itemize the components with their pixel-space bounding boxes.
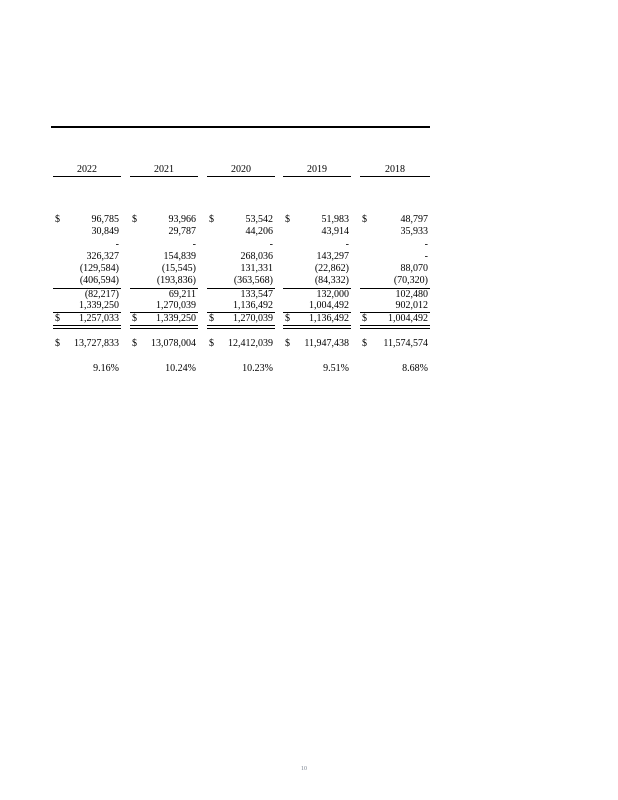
ending-balance-cell <box>360 312 430 324</box>
ending-balance-cell <box>283 312 351 324</box>
dollar-sign: $ <box>132 214 137 225</box>
table-cell <box>53 226 121 238</box>
table-top-rule <box>51 126 430 128</box>
percent-cell <box>360 363 430 375</box>
cell-value: 1,270,039 <box>156 300 196 312</box>
double-rule <box>130 325 198 329</box>
double-rule <box>283 325 351 329</box>
table-cell <box>360 214 430 226</box>
table-cell <box>360 263 430 275</box>
year-label: 2022 <box>77 164 97 175</box>
cell-value: 48,797 <box>400 214 428 225</box>
table-cell <box>130 214 198 226</box>
table-cell <box>207 226 275 238</box>
ending-balance-cell <box>207 312 275 324</box>
double-rule <box>360 325 430 329</box>
dollar-sign: $ <box>209 313 214 325</box>
cell-value: (84,332) <box>314 275 349 287</box>
cell-value: 11,574,574 <box>383 338 428 349</box>
table-cell <box>130 251 198 263</box>
dollar-sign: $ <box>55 214 60 225</box>
cell-value: 88,070 <box>400 263 428 275</box>
table-cell <box>130 239 198 251</box>
dollar-sign: $ <box>132 338 137 349</box>
subtotal-cell <box>360 288 430 300</box>
cell-value: 1,270,039 <box>233 313 273 325</box>
total-cell <box>130 338 198 350</box>
dollar-sign: $ <box>55 313 60 325</box>
table-cell <box>283 300 351 312</box>
cell-value: 133,547 <box>240 288 273 300</box>
cell-value: 1,257,033 <box>79 313 119 325</box>
cell-value: 1,339,250 <box>79 300 119 312</box>
table-cell <box>207 275 275 287</box>
table-cell <box>283 239 351 251</box>
table-cell <box>130 300 198 312</box>
cell-value: (406,594) <box>79 275 119 287</box>
subtotal-cell <box>207 288 275 300</box>
subtotal-cell <box>130 288 198 300</box>
table-cell <box>53 263 121 275</box>
year-column-2018 <box>360 160 430 390</box>
cell-value: (70,320) <box>393 275 428 287</box>
year-column-2022 <box>53 160 121 390</box>
year-label: 2020 <box>231 164 251 175</box>
cell-value: - <box>269 238 273 250</box>
total-cell <box>283 338 351 350</box>
cell-value: 12,412,039 <box>228 338 273 349</box>
total-cell <box>207 338 275 350</box>
dollar-sign: $ <box>132 313 137 325</box>
table-cell <box>360 300 430 312</box>
dollar-sign: $ <box>285 214 290 225</box>
table-cell <box>130 226 198 238</box>
year-header <box>360 160 430 177</box>
cell-value: (15,545) <box>161 263 196 275</box>
cell-value: 154,839 <box>163 250 196 262</box>
dollar-sign: $ <box>209 338 214 349</box>
table-cell <box>283 226 351 238</box>
cell-value: 102,480 <box>395 288 428 300</box>
dollar-sign: $ <box>362 214 367 225</box>
cell-value: 29,787 <box>168 226 196 238</box>
percent-cell <box>130 363 198 375</box>
total-cell <box>53 338 121 350</box>
percent-cell <box>207 363 275 375</box>
cell-value: 268,036 <box>240 250 273 262</box>
table-cell <box>53 239 121 251</box>
table-cell <box>207 263 275 275</box>
cell-value: - <box>345 238 349 250</box>
year-column-2021 <box>130 160 198 390</box>
cell-value: 11,947,438 <box>304 338 349 349</box>
table-cell <box>207 214 275 226</box>
dollar-sign: $ <box>209 214 214 225</box>
table-cell <box>283 214 351 226</box>
column-rows <box>130 214 198 325</box>
cell-value: 10.24% <box>165 363 196 374</box>
year-label: 2018 <box>385 164 405 175</box>
table-cell <box>207 239 275 251</box>
table-cell <box>130 275 198 287</box>
year-header <box>283 160 351 177</box>
cell-value: (22,862) <box>314 263 349 275</box>
cell-value: 44,206 <box>245 226 273 238</box>
cell-value: (82,217) <box>84 288 119 300</box>
cell-value: 96,785 <box>91 214 119 225</box>
column-rows <box>53 214 121 325</box>
year-header <box>207 160 275 177</box>
cell-value: 1,004,492 <box>309 300 349 312</box>
cell-value: 9.16% <box>93 363 119 374</box>
dollar-sign: $ <box>285 338 290 349</box>
dollar-sign: $ <box>362 313 367 325</box>
table-cell <box>207 251 275 263</box>
year-column-2019 <box>283 160 351 390</box>
cell-value: - <box>424 238 428 250</box>
year-label: 2021 <box>154 164 174 175</box>
ending-balance-cell <box>53 312 121 324</box>
table-cell <box>207 300 275 312</box>
cell-value: 902,012 <box>395 300 428 312</box>
cell-value: 132,000 <box>316 288 349 300</box>
subtotal-cell <box>53 288 121 300</box>
double-rule <box>53 325 121 329</box>
cell-value: (363,568) <box>233 275 273 287</box>
table-cell <box>360 251 430 263</box>
cell-value: 69,211 <box>168 288 196 300</box>
total-cell <box>360 338 430 350</box>
cell-value: 30,849 <box>91 226 119 238</box>
cell-value: 10.23% <box>242 363 273 374</box>
cell-value: 1,339,250 <box>156 313 196 325</box>
dollar-sign: $ <box>55 338 60 349</box>
table-cell <box>360 275 430 287</box>
table-cell <box>360 226 430 238</box>
percent-cell <box>283 363 351 375</box>
cell-value: 43,914 <box>321 226 349 238</box>
cell-value: 13,078,004 <box>151 338 196 349</box>
cell-value: 1,004,492 <box>388 313 428 325</box>
table-cell <box>283 251 351 263</box>
cell-value: 131,331 <box>240 263 273 275</box>
cell-value: 1,136,492 <box>233 300 273 312</box>
table-cell <box>53 251 121 263</box>
percent-cell <box>53 363 121 375</box>
cell-value: 8.68% <box>402 363 428 374</box>
cell-value: 13,727,833 <box>74 338 119 349</box>
cell-value: 51,983 <box>321 214 349 225</box>
cell-value: - <box>115 238 119 250</box>
cell-value: - <box>192 238 196 250</box>
ending-balance-cell <box>130 312 198 324</box>
year-header <box>53 160 121 177</box>
cell-value: (129,584) <box>79 263 119 275</box>
table-cell <box>53 275 121 287</box>
table-cell <box>130 263 198 275</box>
double-rule <box>207 325 275 329</box>
year-header <box>130 160 198 177</box>
column-rows <box>283 214 351 325</box>
table-cell <box>283 275 351 287</box>
table-cell <box>53 300 121 312</box>
year-label: 2019 <box>307 164 327 175</box>
cell-value: (193,836) <box>156 275 196 287</box>
table-cell <box>283 263 351 275</box>
dollar-sign: $ <box>285 313 290 325</box>
dollar-sign: $ <box>362 338 367 349</box>
subtotal-cell <box>283 288 351 300</box>
cell-value: 143,297 <box>316 250 349 262</box>
cell-value: 35,933 <box>400 226 428 238</box>
year-column-2020 <box>207 160 275 390</box>
table-cell <box>53 214 121 226</box>
cell-value: 1,136,492 <box>309 313 349 325</box>
page-number: 10 <box>301 766 307 772</box>
cell-value: 9.51% <box>323 363 349 374</box>
cell-value: 93,966 <box>168 214 196 225</box>
table-cell <box>360 239 430 251</box>
cell-value: 53,542 <box>245 214 273 225</box>
column-rows <box>207 214 275 325</box>
column-rows <box>360 214 430 325</box>
cell-value: - <box>424 250 428 262</box>
cell-value: 326,327 <box>86 250 119 262</box>
